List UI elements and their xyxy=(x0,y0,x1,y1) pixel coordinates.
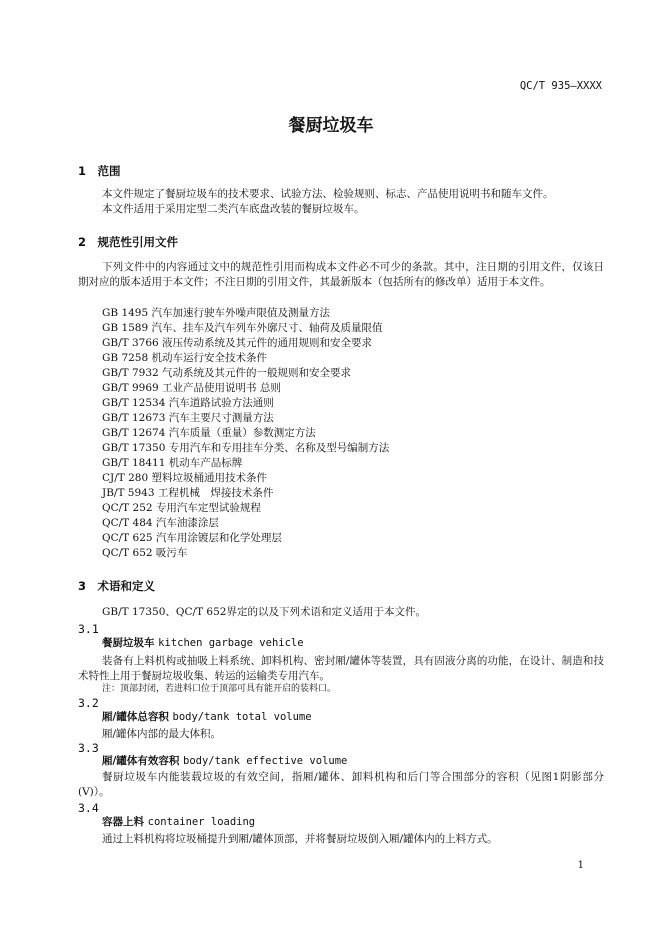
term-heading xyxy=(102,754,347,769)
term-english: kitchen garbage vehicle xyxy=(158,637,304,649)
term-definition: 通过上料机构将垃圾桶提升到厢/罐体顶部，并将餐厨垃圾倒入厢/罐体内的上料方式。 xyxy=(102,833,498,845)
reference-item: GB 1589 汽车、挂车及汽车列车外廓尺寸、轴荷及质量限值 xyxy=(102,322,383,334)
term-definition: 厢/罐体内部的最大体积。 xyxy=(102,728,222,740)
term-chinese: 餐厨垃圾车 xyxy=(102,637,155,649)
reference-item: GB/T 18411 机动车产品标牌 xyxy=(102,457,243,469)
section-2-heading: 2 规范性引用文件 xyxy=(78,235,179,249)
term-chinese: 厢/罐体有效容积 xyxy=(102,755,180,767)
reference-item: GB/T 12674 汽车质量（重量）参数测定方法 xyxy=(102,427,316,439)
term-definition: 装备有上料机构或抽吸上料系统、卸料机构、密封厢/罐体等装置，具有固液分离的功能，在设计、制造和技术特性上用于餐厨垃圾收集、转运的运输类专用汽车。 xyxy=(78,655,604,682)
reference-item: QC/T 652 吸污车 xyxy=(102,547,188,559)
reference-item: GB/T 7932 气动系统及其元件的一般规则和安全要求 xyxy=(102,367,352,379)
section-1-paragraph-2: 本文件适用于采用定型二类汽车底盘改装的餐厨垃圾车。 xyxy=(102,203,365,215)
section-1-heading: 1 范围 xyxy=(78,164,121,178)
reference-item: GB 1495 汽车加速行驶车外噪声限值及测量方法 xyxy=(102,307,330,319)
reference-item: GB/T 12673 汽车主要尺寸测量方法 xyxy=(102,412,274,424)
reference-item: QC/T 252 专用汽车定型试验规程 xyxy=(102,502,261,514)
term-note: 注：顶部封闭，若进料口位于顶部可具有能开启的装料口。 xyxy=(102,684,337,694)
section-2-intro: 下列文件中的内容通过文中的规范性引用而构成本文件必不可少的条款。其中，注日期的引用文件，仅该日期对应的版本适用于本文件；不注日期的引用文件，其最新版本（包括所有的修改单）适用于本文件。 xyxy=(78,261,604,288)
page-number: 1 xyxy=(577,860,584,871)
reference-item: CJ/T 280 塑料垃圾桶通用技术条件 xyxy=(102,472,268,484)
reference-item: GB/T 9969 工业产品使用说明书 总则 xyxy=(102,382,281,394)
standard-code: QC/T 935—XXXX xyxy=(519,80,602,92)
term-number: 3.4 xyxy=(78,801,99,815)
document-title: 餐厨垃圾车 xyxy=(288,116,374,136)
reference-item: GB 7258 机动车运行安全技术条件 xyxy=(102,352,268,364)
reference-item: GB/T 12534 汽车道路试验方法通则 xyxy=(102,397,274,409)
section-3-intro: GB/T 17350、QC/T 652界定的以及下列术语和定义适用于本文件。 xyxy=(102,606,426,618)
term-number: 3.1 xyxy=(78,622,99,636)
reference-item: QC/T 484 汽车油漆涂层 xyxy=(102,517,219,529)
term-english: body/tank effective volume xyxy=(183,755,348,767)
term-english: container loading xyxy=(147,816,256,828)
section-1-paragraph-1: 本文件规定了餐厨垃圾车的技术要求、试验方法、检验规则、标志、产品使用说明书和随车文件。 xyxy=(102,188,554,200)
term-chinese: 厢/罐体总容积 xyxy=(102,711,169,723)
reference-item: GB/T 17350 专用汽车和专用挂车分类、名称及型号编制方法 xyxy=(102,442,390,454)
term-english: body/tank total volume xyxy=(172,711,312,723)
term-number: 3.2 xyxy=(78,696,99,710)
term-heading xyxy=(102,815,255,830)
term-heading xyxy=(102,710,312,725)
term-chinese: 容器上料 xyxy=(102,816,144,828)
term-heading xyxy=(102,636,304,651)
section-3-heading: 3 术语和定义 xyxy=(78,579,156,593)
reference-item: QC/T 625 汽车用涂镀层和化学处理层 xyxy=(102,532,282,544)
term-number: 3.3 xyxy=(78,741,99,755)
reference-item: JB/T 5943 工程机械 焊接技术条件 xyxy=(102,487,274,499)
term-definition: 餐厨垃圾车内能装载垃圾的有效空间，指厢/罐体、卸料机构和后门等合围部分的容积（见图1阴影部分(V)）。 xyxy=(78,771,604,798)
reference-item: GB/T 3766 液压传动系统及其元件的通用规则和安全要求 xyxy=(102,337,373,349)
